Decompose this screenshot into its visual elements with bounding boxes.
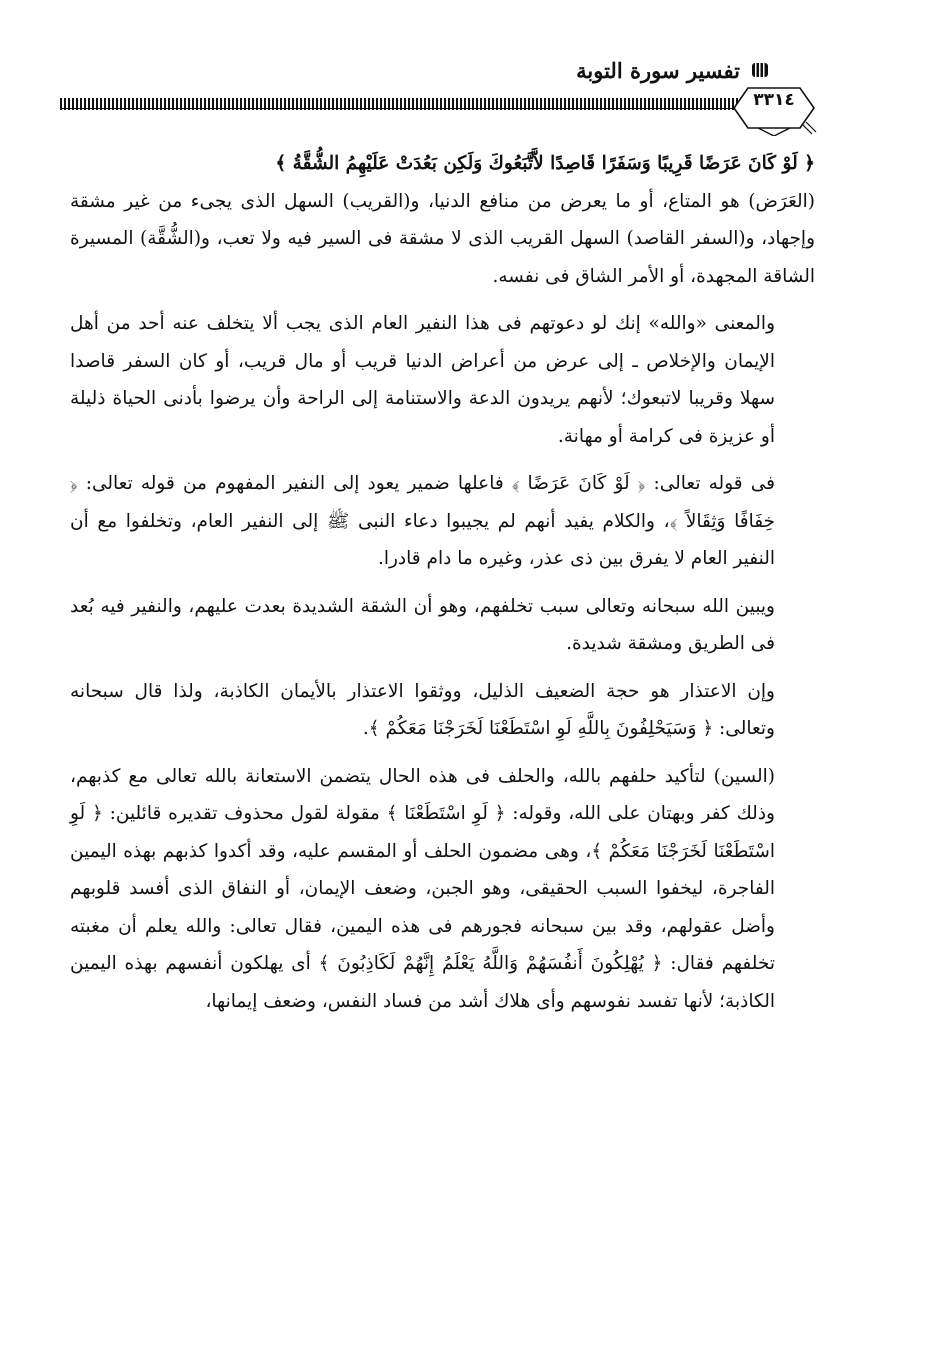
ornament-icon <box>750 60 770 80</box>
paragraph-oath: (السين) لتأكيد حلفهم بالله، والحلف فى هذه الحال يتضمن الاستعانة بالله تعالى مع كذبهم، وذلك كفر وبهتان على الله، وقوله: ﴿ لَوِ اسْتَطَعْنَا ﴾ مقولة لقول محذوف تقديره قائلين: ﴿ لَوِ اسْتَطَعْنَا لَخَرَجْنَا مَعَكُمْ ﴾، وهى مضمون الحلف أو المقسم عليه، وقد أكدوا كذبهم بهذه اليمين الفاجرة، ليخفوا السبب الحقيقى، وهو الجبن، وضعف الإيمان، أو النفاق الذى أفسد قلوبهم وأضل عقولهم، وقد بين سبحانه فجورهم فى هذه اليمين، فقال تعالى: والله يعلم أن مغبته تخلفهم فقال: ﴿ يُهْلِكُونَ أَنفُسَهُمْ وَاللَّهُ يَعْلَمُ إِنَّهُمْ لَكَاذِبُونَ ﴾ أى يهلكون أنفسهم بهذه اليمين الكاذبة؛ لأنها تفسد نفوسهم وأى هلاك أشد من فساد النفس، وضعف إيمانها، <box>70 765 775 1012</box>
paragraph-reason: ويبين الله سبحانه وتعالى سبب تخلفهم، وهو أن الشقة الشديدة بعدت عليهم، والنفير فيه بُعد فى الطريق ومشقة شديدة. <box>70 595 775 654</box>
paragraph-vocabulary: (العَرَض) هو المتاع، أو ما يعرض من منافع الدنيا، و(القريب) السهل الذى يجىء من غير مشقة وإجهاد، و(السفر القاصد) السهل القريب الذى لا مشقة فى السير فيه ولا تعب، و(الشُّقَّة) المسيرة الشاقة المجهدة، أو الأمر الشاق فى نفسه. <box>70 190 815 287</box>
header-rule-base <box>60 108 740 109</box>
body-text <box>70 145 815 1020</box>
page-number: ٣٣١٤ <box>753 90 795 110</box>
page-header <box>60 50 820 140</box>
quran-verse-heading: ﴿ لَوْ كَانَ عَرَضًا قَرِيبًا وَسَفَرًا قَاصِدًا لاَّتَّبَعُوكَ وَلَكِن بَعُدَتْ عَلَيْهِمُ الشُّقَّةُ ﴾ <box>275 153 815 174</box>
paragraph-grammar: فى قوله تعالى: ﴿ لَوْ كَانَ عَرَضًا ﴾ فاعلها ضمير يعود إلى النفير المفهوم من قوله تعالى: ﴿ خِفَافًا وَثِقَالاً ﴾، والكلام يفيد أنهم لم يجيبوا دعاء النبى ﷺ إلى النفير العام، وتخلفوا مع أن النفير العام لا يفرق بين ذى عذر، وغيره ما دام قادرا. <box>70 473 775 569</box>
running-title: تفسير سورة التوبة <box>576 58 740 83</box>
paragraph-meaning: والمعنى «والله» إنك لو دعوتهم فى هذا النفير العام الذى يجب ألا يتخلف عنه أحد من أهل الإيمان والإخلاص ـ إلى عرض من أعراض الدنيا قريب أو مال قريب، أو كان السفر قاصدا سهلا وقريبا لاتبعوك؛ لأنهم يريدون الدعة والاستنامة إلى الراحة وأن يرضوا بأدنى الحياة ذليلة أو عزيزة فى كرامة أو مهانة. <box>70 313 775 447</box>
paragraph-excuse: وإن الاعتذار هو حجة الضعيف الذليل، ووثقوا الاعتذار بالأيمان الكاذبة، ولذا قال سبحانه وتعالى: ﴿ وَسَيَحْلِفُونَ بِاللَّهِ لَوِ اسْتَطَعْنَا لَخَرَجْنَا مَعَكُمْ ﴾. <box>70 680 775 739</box>
